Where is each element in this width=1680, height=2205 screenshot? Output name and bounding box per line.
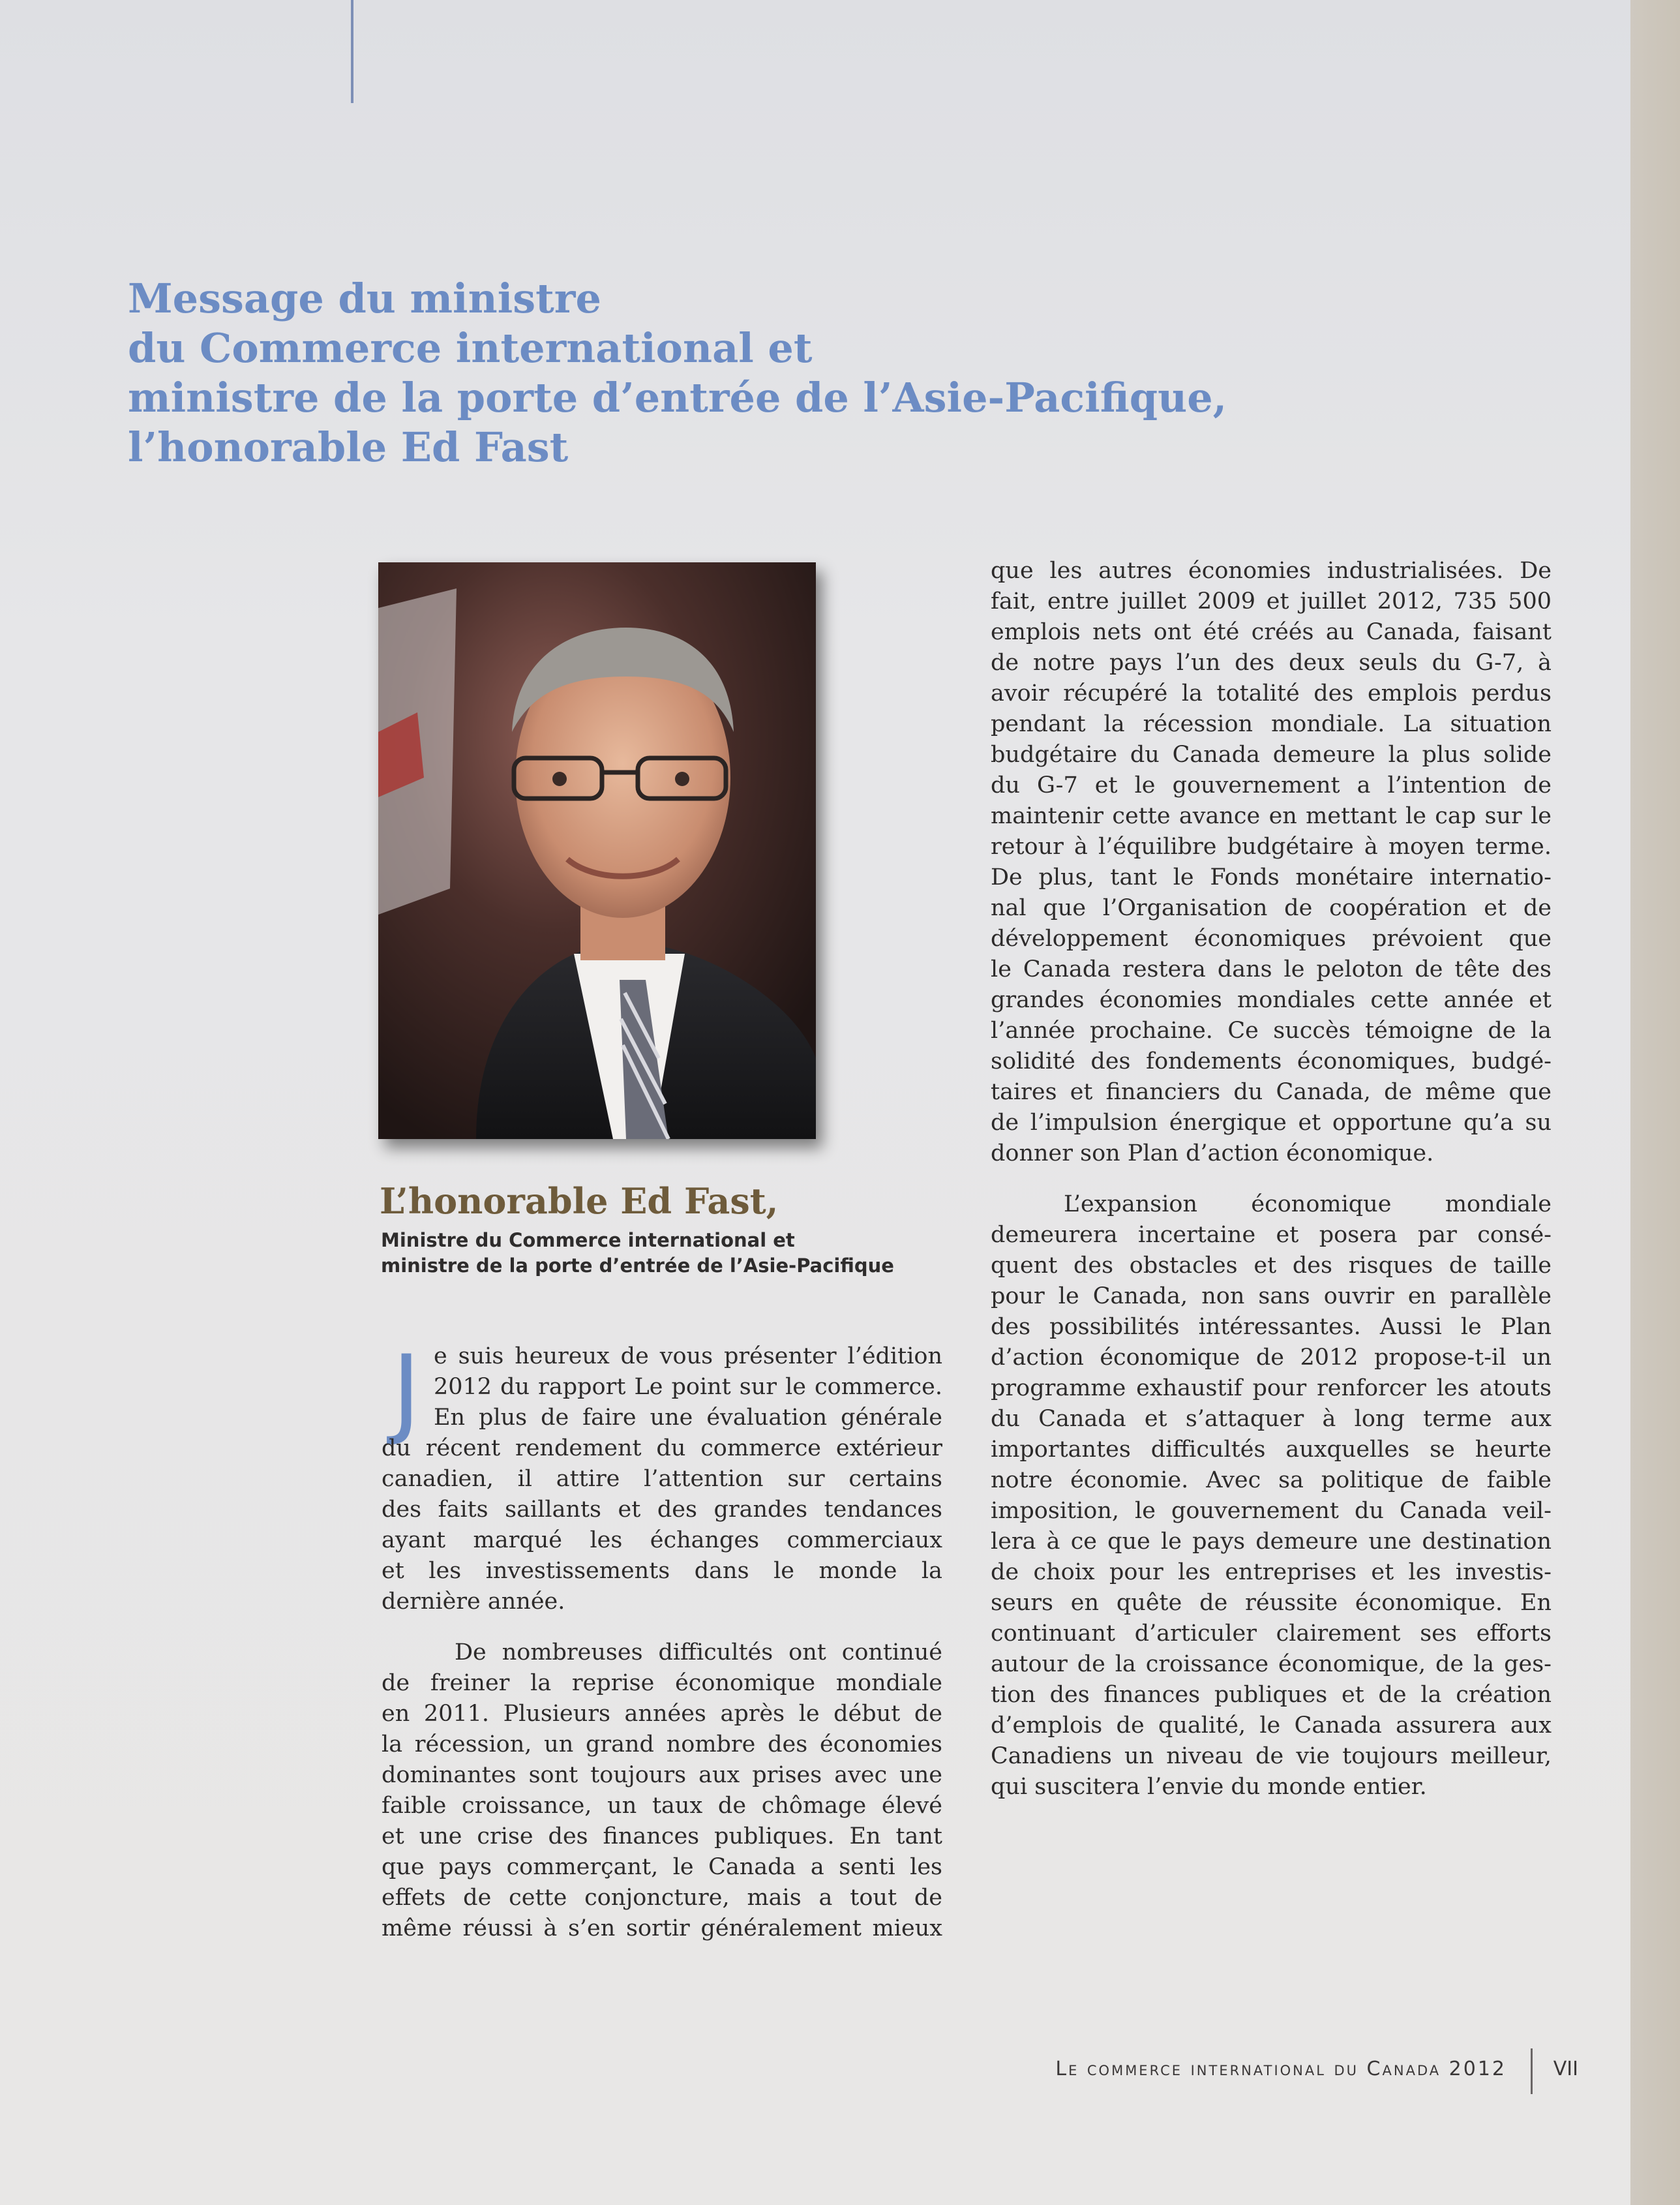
title-line: ministre de la porte d’entrée de l’Asie-Pacifique, [128,374,1227,421]
text-line: nal que l’Organisation de coopération et de [991,895,1552,921]
text-line: L’expansion économique mondiale [1064,1191,1552,1217]
text-line: Canadiens un niveau de vie toujours meilleur, [991,1743,1552,1769]
text-line: e suis heureux de vous présenter l’édition [434,1343,942,1369]
text-line: effets de cette conjoncture, mais a tout de [382,1885,942,1911]
text-line: la récession, un grand nombre des économies [382,1731,942,1757]
text-line: avoir récupéré la totalité des emplois perdus [991,680,1552,707]
text-line: maintenir cette avance en mettant le cap sur le [991,803,1552,829]
minister-role [381,1228,894,1279]
text-line: même réussi à s’en sortir généralement mieux [382,1915,942,1941]
text-line: 2012 du rapport Le point sur le commerce. [434,1374,942,1400]
text-line: dominantes sont toujours aux prises avec une [382,1762,942,1788]
role-line: Ministre du Commerce international et [381,1229,795,1251]
text-line: tion des finances publiques et de la création [991,1682,1552,1708]
paragraph-gap [382,1617,942,1637]
text-line: du Canada et s’attaquer à long terme aux [991,1406,1552,1432]
page-edge [1630,0,1680,2205]
title-line: l’honorable Ed Fast [128,423,569,471]
text-line: développement économiques prévoient que [991,926,1552,952]
text-line: que les autres économies industrialisées. De [991,558,1552,584]
text-line: En plus de faire une évaluation générale [434,1405,942,1431]
text-line: seurs en quête de réussite économique. En [991,1590,1552,1616]
text-line: de freiner la reprise économique mondiale [382,1670,942,1696]
text-line: continuant d’articuler clairement ses efforts [991,1620,1552,1647]
text-line: pour le Canada, non sans ouvrir en parallèle [991,1283,1552,1309]
text-line: De nombreuses difficultés ont continué [455,1639,942,1665]
text-line: d’action économique de 2012 propose-t-il un [991,1345,1552,1371]
role-line: ministre de la porte d’entrée de l’Asie-Pacifique [381,1255,894,1277]
text-line: de l’impulsion énergique et opportune qu’a su [991,1110,1552,1136]
text-line: importantes difficultés auxquelles se heurte [991,1437,1552,1463]
text-line: et une crise des finances publiques. En tant [382,1823,942,1849]
text-line: dernière année. [382,1589,565,1615]
text-line: en 2011. Plusieurs années après le début de [382,1701,942,1727]
text-line: imposition, le gouvernement du Canada veil- [991,1498,1552,1524]
minister-name: L’honorable Ed Fast, [380,1180,779,1222]
text-line: demeurera incertaine et posera par consé- [991,1222,1552,1248]
minister-portrait [378,562,816,1139]
page-title [128,274,1302,472]
page-number: VII [1553,2058,1578,2080]
text-line: quent des obstacles et des risques de taille [991,1253,1552,1279]
paragraph-gap [991,1169,1552,1189]
text-line: notre économie. Avec sa politique de faible [991,1467,1552,1493]
text-line: budgétaire du Canada demeure la plus solide [991,742,1552,768]
text-line: retour à l’équilibre budgétaire à moyen terme. [991,834,1552,860]
text-line: programme exhaustif pour renforcer les atouts [991,1375,1552,1401]
text-line: de notre pays l’un des deux seuls du G-7, à [991,650,1552,676]
text-line: que pays commerçant, le Canada a senti les [382,1854,942,1880]
body-column-left [382,1335,942,1944]
text-line: du G-7 et le gouvernement a l’intention de [991,772,1552,798]
page-footer [1017,2052,1604,2091]
text-line: autour de la croissance économique, de la ges- [991,1651,1552,1677]
text-line: lera à ce que le pays demeure une destination [991,1528,1552,1555]
text-line: le Canada restera dans le peloton de tête des [991,956,1552,982]
text-line: qui suscitera l’envie du monde entier. [991,1774,1427,1800]
text-line: taires et financiers du Canada, de même que [991,1079,1552,1105]
text-line: de choix pour les entreprises et les investis- [991,1559,1552,1585]
title-line: du Commerce international et [128,324,813,372]
text-line: des possibilités intéressantes. Aussi le Plan [991,1314,1552,1340]
text-line: canadien, il attire l’attention sur certains [382,1466,942,1492]
body-column-right [991,556,1552,1802]
text-line: l’année prochaine. Ce succès témoigne de la [991,1018,1552,1044]
text-line: ayant marqué les échanges commerciaux [382,1527,942,1553]
text-line: du récent rendement du commerce extérieur [382,1435,942,1461]
text-line: fait, entre juillet 2009 et juillet 2012, 735 500 [991,588,1552,615]
footer-divider [1531,2048,1533,2094]
text-line: solidité des fondements économiques, budgé- [991,1048,1552,1074]
drop-cap: J [391,1335,421,1448]
text-line: grandes économies mondiales cette année et [991,987,1552,1013]
text-line: pendant la récession mondiale. La situation [991,711,1552,737]
running-title: Le commerce international du Canada 2012 [1055,2058,1507,2080]
text-line: De plus, tant le Fonds monétaire internatio- [991,864,1552,890]
top-divider [351,0,353,103]
text-line: emplois nets ont été créés au Canada, faisant [991,619,1552,645]
text-line: d’emplois de qualité, le Canada assurera aux [991,1712,1552,1739]
text-line: et les investissements dans le monde la [382,1558,942,1584]
title-line: Message du ministre [128,275,601,322]
text-line: faible croissance, un taux de chômage élevé [382,1793,942,1819]
text-line: donner son Plan d’action économique. [991,1140,1434,1166]
text-line: des faits saillants et des grandes tendances [382,1497,942,1523]
